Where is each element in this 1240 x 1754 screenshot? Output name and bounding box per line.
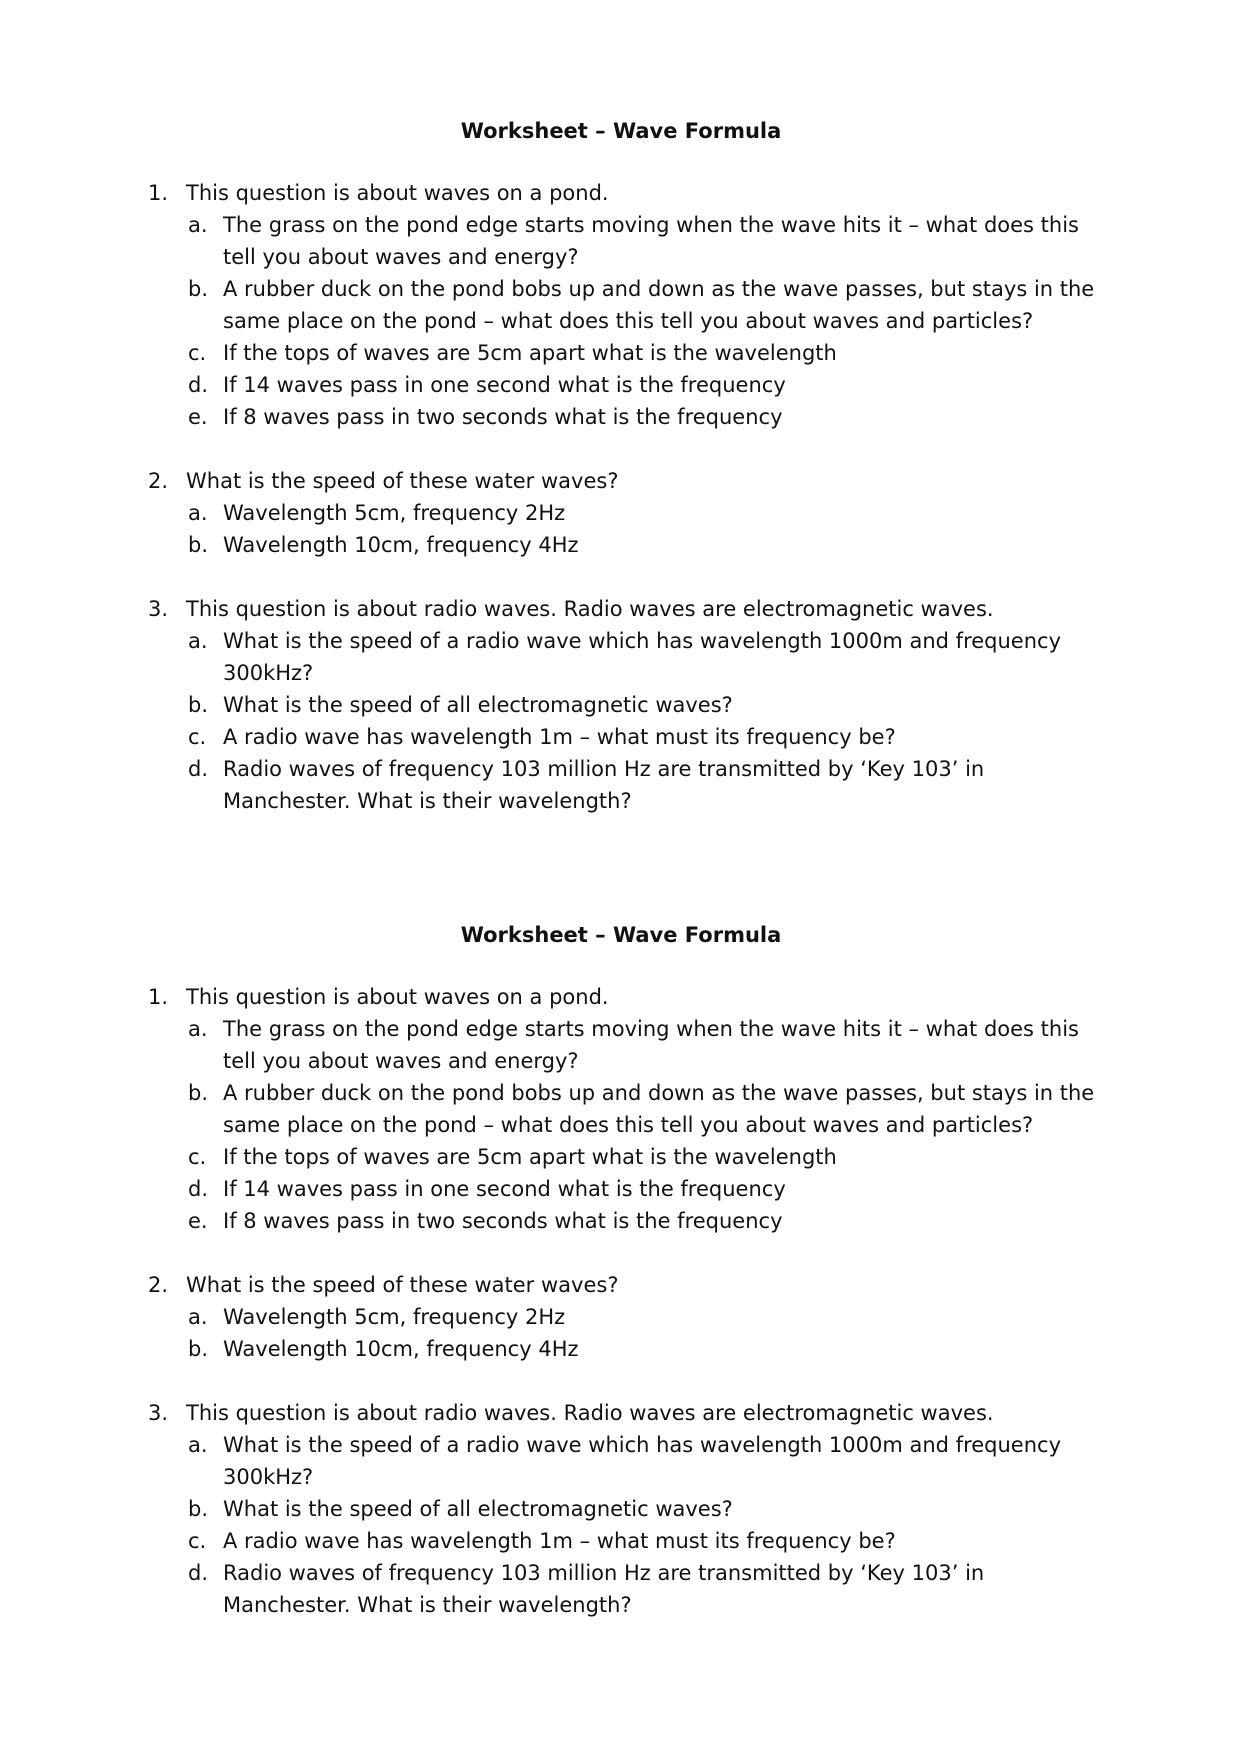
question-part xyxy=(188,1301,1098,1333)
part-text: Radio waves of frequency 103 million Hz are transmitted by ‘Key 103’ in Manchester. What is their wavelength? xyxy=(223,757,985,813)
question-part xyxy=(188,1205,1098,1237)
question-part xyxy=(188,689,1098,721)
question-stem xyxy=(148,981,1098,1013)
part-text: Wavelength 5cm, frequency 2Hz xyxy=(223,501,566,525)
part-letter: a. xyxy=(188,501,208,525)
part-text: A rubber duck on the pond bobs up and down as the wave passes, but stays in the same place on the pond – what does this tell you about waves and particles? xyxy=(223,277,1095,333)
part-letter: e. xyxy=(188,405,208,429)
part-text: The grass on the pond edge starts moving when the wave hits it – what does this tell you about waves and energy? xyxy=(223,213,1079,269)
part-letter: b. xyxy=(188,1337,209,1361)
part-letter: e. xyxy=(188,1209,208,1233)
part-text: What is the speed of all electromagnetic waves? xyxy=(223,1497,733,1521)
part-letter: a. xyxy=(188,1433,208,1457)
part-text: What is the speed of all electromagnetic waves? xyxy=(223,693,733,717)
part-text: A radio wave has wavelength 1m – what must its frequency be? xyxy=(223,725,896,749)
question-part xyxy=(188,1141,1098,1173)
part-letter: a. xyxy=(188,1017,208,1041)
part-text: If 14 waves pass in one second what is the frequency xyxy=(223,1177,786,1201)
question-stem xyxy=(148,465,1098,497)
question-text: This question is about waves on a pond. xyxy=(186,985,609,1009)
question-stem xyxy=(148,593,1098,625)
part-letter: a. xyxy=(188,629,208,653)
question-number: 2. xyxy=(148,1273,169,1297)
question-part xyxy=(188,209,1098,273)
question-stem xyxy=(148,1397,1098,1429)
question-part xyxy=(188,1013,1098,1077)
part-text: If 8 waves pass in two seconds what is the frequency xyxy=(223,405,783,429)
question-parts xyxy=(148,625,1098,817)
question-parts xyxy=(148,497,1098,561)
question-3 xyxy=(148,1397,1098,1621)
part-text: If 8 waves pass in two seconds what is the frequency xyxy=(223,1209,783,1233)
part-letter: d. xyxy=(188,1177,209,1201)
part-text: What is the speed of a radio wave which has wavelength 1000m and frequency 300kHz? xyxy=(223,1433,1062,1489)
question-part xyxy=(188,625,1098,689)
question-part xyxy=(188,529,1098,561)
question-stem xyxy=(148,1269,1098,1301)
question-number: 1. xyxy=(148,985,169,1009)
question-parts xyxy=(148,209,1098,433)
question-part xyxy=(188,401,1098,433)
part-text: If the tops of waves are 5cm apart what is the wavelength xyxy=(223,341,837,365)
question-3 xyxy=(148,593,1098,817)
question-parts xyxy=(148,1301,1098,1365)
part-text: What is the speed of a radio wave which has wavelength 1000m and frequency 300kHz? xyxy=(223,629,1062,685)
question-part xyxy=(188,1173,1098,1205)
part-letter: a. xyxy=(188,1305,208,1329)
part-text: A radio wave has wavelength 1m – what must its frequency be? xyxy=(223,1529,896,1553)
question-1 xyxy=(148,177,1098,433)
part-text: Radio waves of frequency 103 million Hz are transmitted by ‘Key 103’ in Manchester. What is their wavelength? xyxy=(223,1561,985,1617)
part-text: Wavelength 5cm, frequency 2Hz xyxy=(223,1305,566,1329)
part-text: If 14 waves pass in one second what is the frequency xyxy=(223,373,786,397)
question-parts xyxy=(148,1429,1098,1621)
worksheet-title: Worksheet – Wave Formula xyxy=(460,923,782,947)
part-text: A rubber duck on the pond bobs up and down as the wave passes, but stays in the same place on the pond – what does this tell you about waves and particles? xyxy=(223,1081,1095,1137)
question-part xyxy=(188,721,1098,753)
question-part xyxy=(188,1429,1098,1493)
question-part xyxy=(188,753,1098,817)
part-letter: b. xyxy=(188,693,209,717)
question-part xyxy=(188,1493,1098,1525)
question-part xyxy=(188,1525,1098,1557)
part-letter: b. xyxy=(188,1497,209,1521)
part-text: Wavelength 10cm, frequency 4Hz xyxy=(223,533,579,557)
question-text: What is the speed of these water waves? xyxy=(186,469,619,493)
question-number: 2. xyxy=(148,469,169,493)
part-letter: b. xyxy=(188,277,209,301)
part-letter: a. xyxy=(188,213,208,237)
question-text: What is the speed of these water waves? xyxy=(186,1273,619,1297)
question-text: This question is about radio waves. Radio waves are electromagnetic waves. xyxy=(186,1401,994,1425)
question-part xyxy=(188,1077,1098,1141)
part-text: If the tops of waves are 5cm apart what is the wavelength xyxy=(223,1145,837,1169)
question-part xyxy=(188,369,1098,401)
worksheet-top xyxy=(148,118,1098,817)
worksheet-bottom xyxy=(148,922,1098,1621)
question-number: 3. xyxy=(148,597,169,621)
question-part xyxy=(188,1557,1098,1621)
part-letter: c. xyxy=(188,341,207,365)
question-stem xyxy=(148,177,1098,209)
question-part xyxy=(188,337,1098,369)
question-text: This question is about radio waves. Radio waves are electromagnetic waves. xyxy=(186,597,994,621)
part-letter: c. xyxy=(188,725,207,749)
part-letter: c. xyxy=(188,1145,207,1169)
part-letter: c. xyxy=(188,1529,207,1553)
question-1 xyxy=(148,981,1098,1237)
part-letter: b. xyxy=(188,1081,209,1105)
part-text: The grass on the pond edge starts moving when the wave hits it – what does this tell you about waves and energy? xyxy=(223,1017,1079,1073)
worksheet-title: Worksheet – Wave Formula xyxy=(460,119,782,143)
question-number: 3. xyxy=(148,1401,169,1425)
question-part xyxy=(188,497,1098,529)
part-letter: d. xyxy=(188,757,209,781)
question-parts xyxy=(148,1013,1098,1237)
question-2 xyxy=(148,465,1098,561)
question-number: 1. xyxy=(148,181,169,205)
part-letter: b. xyxy=(188,533,209,557)
question-part xyxy=(188,273,1098,337)
part-letter: d. xyxy=(188,373,209,397)
question-part xyxy=(188,1333,1098,1365)
part-text: Wavelength 10cm, frequency 4Hz xyxy=(223,1337,579,1361)
question-2 xyxy=(148,1269,1098,1365)
part-letter: d. xyxy=(188,1561,209,1585)
question-text: This question is about waves on a pond. xyxy=(186,181,609,205)
